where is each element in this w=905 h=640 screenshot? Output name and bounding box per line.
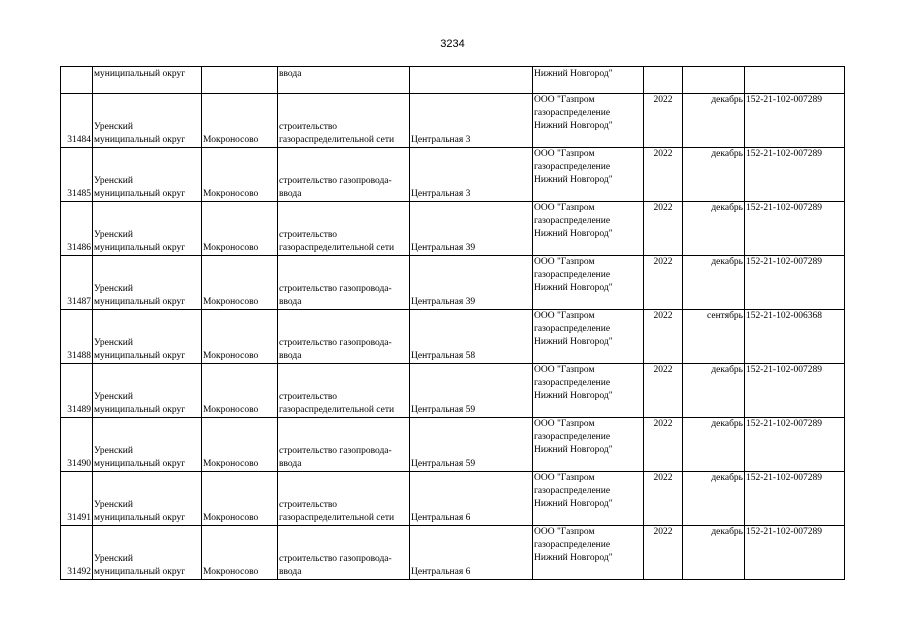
table-row [61,472,845,526]
year-cell [644,148,683,202]
district-name: Уренский [94,230,133,240]
organization-line3: Нижний Новгород" [534,229,613,239]
row-number-cell [61,148,93,202]
work-type-line1: строительство газопровода- [279,176,392,186]
month-cell [683,418,745,472]
street-address: Центральная 59 [411,459,476,469]
month-cell [683,472,745,526]
row-number: 31492 [67,567,91,577]
district-cell [93,472,202,526]
code-value: 152-21-102-007289 [746,473,822,483]
district-type: муниципальный округ [94,297,186,307]
work-type-cell [278,202,410,256]
code-cell [745,526,845,580]
organization-cell: Нижний Новгород" [533,67,644,94]
code-cell [745,202,845,256]
month-cell [683,310,745,364]
organization-line3: Нижний Новгород" [534,499,613,509]
gas-connection-register-table [60,66,845,580]
work-type-line1: строительство газопровода- [279,284,392,294]
settlement-cell [202,310,278,364]
work-type-cell [278,526,410,580]
organization-line1: ООО "Газпром [534,527,595,537]
street-cell [410,310,533,364]
table-row [61,148,845,202]
year-value: 2022 [653,149,673,159]
street-address: Центральная 58 [411,351,476,361]
street-address: Центральная 59 [411,405,476,415]
year-cell [644,67,683,94]
row-number: 31487 [67,297,91,307]
work-type-line2: ввода [279,567,302,577]
row-number: 31490 [67,459,91,469]
district-name: Уренский [94,338,133,348]
row-number: 31484 [67,135,91,145]
row-number: 31489 [67,405,91,415]
month-cell [683,364,745,418]
work-type-cell [278,310,410,364]
table-row [61,310,845,364]
district-cell [93,202,202,256]
district-cell [93,310,202,364]
organization-line3: Нижний Новгород" [534,337,613,347]
work-type-line1: строительство газопровода- [279,554,392,564]
settlement-cell [202,526,278,580]
settlement-name: Мокроносово [203,297,259,307]
month-value: сентябрь [707,311,743,321]
organization-line2: газораспределение [534,540,611,550]
organization-line3: Нижний Новгород" [534,121,613,131]
code-cell [745,256,845,310]
row-number: 31488 [67,351,91,361]
row-number-cell [61,67,93,94]
organization-line2: газораспределение [534,162,611,172]
street-cell [410,472,533,526]
year-cell [644,310,683,364]
work-type-line1: строительство [279,230,338,240]
street-cell [410,364,533,418]
code-cell [745,94,845,148]
settlement-cell [202,472,278,526]
work-type-line2: ввода [279,459,302,469]
work-type-line1: строительство газопровода- [279,338,392,348]
organization-line3: Нижний Новгород" [534,445,613,455]
district-cell [93,364,202,418]
settlement-cell [202,67,278,94]
work-type-cell [278,94,410,148]
district-cell [93,94,202,148]
district-name: Уренский [94,122,133,132]
district-type: муниципальный округ [94,405,186,415]
code-value: 152-21-102-007289 [746,419,822,429]
organization-line2: газораспределение [534,270,611,280]
district-name: Уренский [94,284,133,294]
year-cell [644,418,683,472]
district-name: Уренский [94,176,133,186]
organization-cell [533,256,644,310]
year-value: 2022 [653,311,673,321]
organization-line1: ООО "Газпром [534,419,595,429]
organization-cell [533,94,644,148]
organization-cell [533,526,644,580]
work-type-line1: строительство газопровода- [279,446,392,456]
settlement-name: Мокроносово [203,405,259,415]
table-row [61,418,845,472]
settlement-name: Мокроносово [203,459,259,469]
table-row [61,94,845,148]
month-value: декабрь [711,95,743,105]
code-cell [745,148,845,202]
year-value: 2022 [653,473,673,483]
organization-cell [533,418,644,472]
organization-cell [533,364,644,418]
work-type-line2: газораспределительной сети [279,135,395,145]
row-number-cell [61,418,93,472]
work-type-cell [278,256,410,310]
organization-line1: ООО "Газпром [534,311,595,321]
work-type-line1: строительство [279,500,338,510]
district-type: муниципальный округ [94,351,186,361]
street-cell [410,418,533,472]
organization-line2: газораспределение [534,486,611,496]
organization-line2: газораспределение [534,378,611,388]
organization-line3: Нижний Новгород" [534,391,613,401]
work-type-cell [278,418,410,472]
organization-cell [533,472,644,526]
organization-line3: Нижний Новгород" [534,283,613,293]
settlement-name: Мокроносово [203,189,259,199]
work-type-line2: газораспределительной сети [279,243,395,253]
district-type: муниципальный округ [94,135,186,145]
settlement-name: Мокроносово [203,351,259,361]
street-address: Центральная 6 [411,513,471,523]
code-cell [745,472,845,526]
year-cell [644,256,683,310]
year-cell [644,202,683,256]
organization-cell [533,202,644,256]
district-cell: муниципальный округ [93,67,202,94]
code-value: 152-21-102-007289 [746,95,822,105]
table-row [61,526,845,580]
settlement-name: Мокроносово [203,243,259,253]
district-cell [93,256,202,310]
street-address: Центральная 6 [411,567,471,577]
settlement-name: Мокроносово [203,567,259,577]
code-value: 152-21-102-007289 [746,527,822,537]
work-type-line2: ввода [279,297,302,307]
settlement-name: Мокроносово [203,135,259,145]
month-value: декабрь [711,365,743,375]
code-value: 152-21-102-007289 [746,365,822,375]
year-value: 2022 [653,95,673,105]
district-name: Уренский [94,554,133,564]
street-address: Центральная 3 [411,135,471,145]
work-type-line2: ввода [279,351,302,361]
organization-line1: ООО "Газпром [534,473,595,483]
table-row [61,256,845,310]
district-cell [93,526,202,580]
settlement-cell [202,364,278,418]
year-value: 2022 [653,203,673,213]
code-value: 152-21-102-007289 [746,149,822,159]
year-value: 2022 [653,419,673,429]
district-cell [93,148,202,202]
row-number-cell [61,256,93,310]
district-name: Уренский [94,392,133,402]
organization-line1: ООО "Газпром [534,257,595,267]
settlement-name: Мокроносово [203,513,259,523]
row-number-cell [61,94,93,148]
year-cell [644,472,683,526]
organization-line1: ООО "Газпром [534,365,595,375]
row-number-cell [61,526,93,580]
month-value: декабрь [711,203,743,213]
street-cell [410,256,533,310]
work-type-cell [278,364,410,418]
row-number-cell [61,472,93,526]
district-cell [93,418,202,472]
district-type: муниципальный округ [94,567,186,577]
table-row-continued [61,67,845,94]
row-number: 31486 [67,243,91,253]
district-type: муниципальный округ [94,459,186,469]
street-address: Центральная 3 [411,189,471,199]
month-value: декабрь [711,257,743,267]
year-value: 2022 [653,365,673,375]
year-cell [644,94,683,148]
month-cell [683,256,745,310]
settlement-cell [202,94,278,148]
organization-line2: газораспределение [534,108,611,118]
street-cell [410,67,533,94]
month-value: декабрь [711,419,743,429]
organization-line1: ООО "Газпром [534,203,595,213]
street-cell [410,202,533,256]
work-type-line1: строительство [279,122,338,132]
code-value: 152-21-102-007289 [746,257,822,267]
work-type-cell [278,472,410,526]
year-value: 2022 [653,257,673,267]
year-cell [644,526,683,580]
month-cell [683,202,745,256]
street-cell [410,526,533,580]
year-value: 2022 [653,527,673,537]
settlement-cell [202,256,278,310]
organization-line2: газораспределение [534,216,611,226]
district-name: Уренский [94,500,133,510]
code-cell [745,364,845,418]
organization-line3: Нижний Новгород" [534,553,613,563]
row-number: 31485 [67,189,91,199]
work-type-line1: строительство [279,392,338,402]
month-value: декабрь [711,527,743,537]
settlement-cell [202,202,278,256]
month-cell [683,526,745,580]
year-cell [644,364,683,418]
table-row [61,202,845,256]
settlement-cell [202,148,278,202]
month-cell [683,67,745,94]
organization-line3: Нижний Новгород" [534,175,613,185]
row-number: 31491 [67,513,91,523]
organization-cell [533,148,644,202]
row-number-cell [61,364,93,418]
work-type-line2: ввода [279,189,302,199]
code-value: 152-21-102-007289 [746,203,822,213]
organization-line2: газораспределение [534,324,611,334]
street-address: Центральная 39 [411,243,476,253]
code-value: 152-21-102-006368 [746,311,822,321]
month-cell [683,94,745,148]
organization-line2: газораспределение [534,432,611,442]
district-type: муниципальный округ [94,243,186,253]
settlement-cell [202,418,278,472]
organization-line1: ООО "Газпром [534,149,595,159]
work-type-cell [278,148,410,202]
district-type: муниципальный округ [94,189,186,199]
street-cell [410,94,533,148]
work-type-line2: газораспределительной сети [279,405,395,415]
row-number-cell [61,310,93,364]
organization-cell [533,310,644,364]
code-cell [745,67,845,94]
month-value: декабрь [711,473,743,483]
month-value: декабрь [711,149,743,159]
code-cell [745,310,845,364]
district-type: муниципальный округ [94,513,186,523]
work-type-cell: ввода [278,67,410,94]
street-address: Центральная 39 [411,297,476,307]
table-row [61,364,845,418]
row-number-cell [61,202,93,256]
month-cell [683,148,745,202]
code-cell [745,418,845,472]
page-number: 3234 [440,38,465,50]
organization-line1: ООО "Газпром [534,95,595,105]
work-type-line2: газораспределительной сети [279,513,395,523]
district-name: Уренский [94,446,133,456]
street-cell [410,148,533,202]
